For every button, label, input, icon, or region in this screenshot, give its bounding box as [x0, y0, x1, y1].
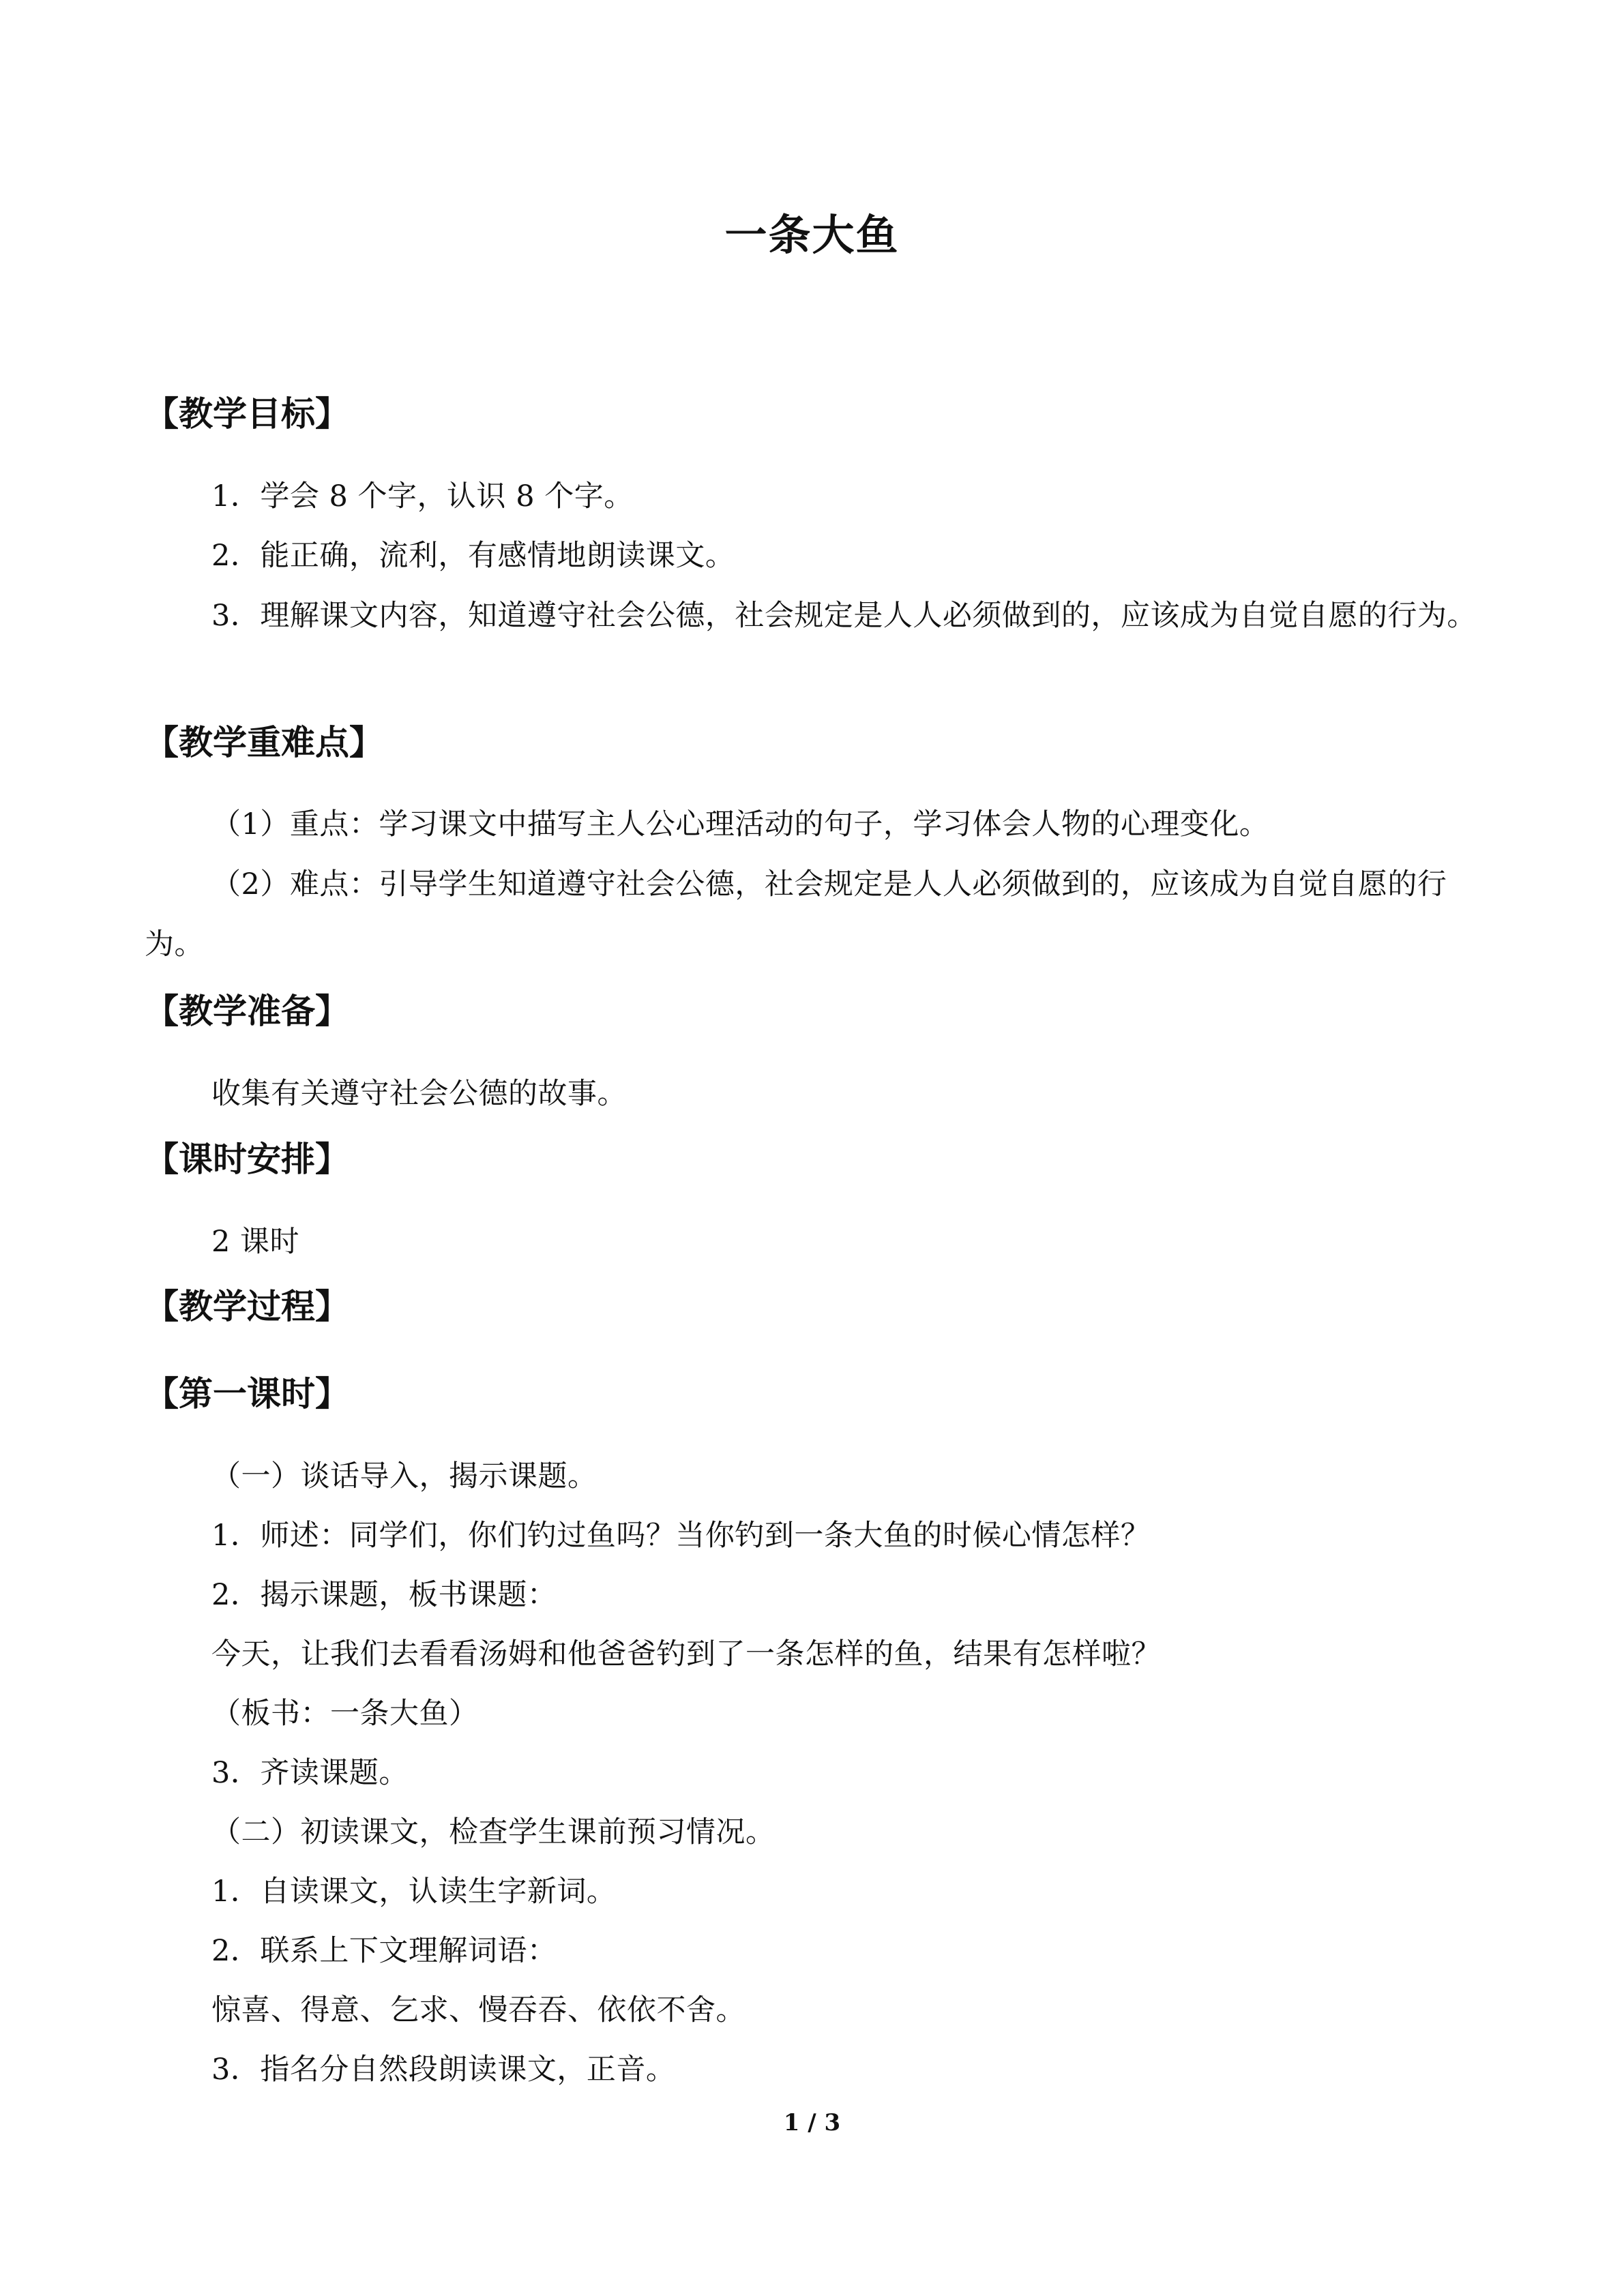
heading-process: 【教学过程】: [145, 1287, 349, 1326]
lesson-line: 惊喜、得意、乞求、慢吞吞、依依不舍。: [211, 1993, 745, 2027]
heading-key-points: 【教学重难点】: [145, 723, 383, 762]
lesson-line: 1．自读课文，认读生字新词。: [211, 1875, 617, 1909]
page-title: 一条大鱼: [724, 210, 900, 260]
lesson-line: 3．齐读课题。: [211, 1756, 409, 1790]
key-point-item: （1）重点：学习课文中描写主人公心理活动的句子，学习体会人物的心理变化。: [211, 807, 1269, 841]
objective-item: 2．能正确，流利，有感情地朗读课文。: [211, 539, 735, 573]
heading-schedule: 【课时安排】: [145, 1139, 349, 1179]
objective-item: 1．学会 8 个字，认识 8 个字。: [211, 479, 634, 513]
preparation-text: 收集有关遵守社会公德的故事。: [211, 1077, 627, 1111]
lesson-line: 2．揭示课题，板书课题：: [211, 1578, 557, 1612]
lesson-line: 3．指名分自然段朗读课文，正音。: [211, 2053, 676, 2087]
lesson-line: 今天，让我们去看看汤姆和他爸爸钓到了一条怎样的鱼，结果有怎样啦？: [211, 1637, 1161, 1671]
heading-objectives: 【教学目标】: [145, 394, 349, 434]
key-point-item: （2）难点：引导学生知道遵守社会公德，社会规定是人人必须做到的，应该成为自觉自愿的行为。: [145, 867, 1447, 961]
page-number: 1 / 3: [783, 2109, 841, 2136]
lesson-line: 1．师述：同学们，你们钓过鱼吗？当你钓到一条大鱼的时候心情怎样？: [211, 1519, 1151, 1553]
lesson-line: 2．联系上下文理解词语：: [211, 1934, 557, 1968]
heading-first-lesson: 【第一课时】: [145, 1374, 349, 1414]
heading-preparation: 【教学准备】: [145, 992, 349, 1031]
lesson-line: （板书：一条大鱼）: [211, 1697, 479, 1731]
lesson-line: （二）初读课文，检查学生课前预习情况。: [211, 1815, 776, 1849]
schedule-text: 2 课时: [211, 1225, 300, 1259]
objective-item: 3．理解课文内容，知道遵守社会公德，社会规定是人人必须做到的，应该成为自觉自愿的行为。: [211, 599, 1477, 633]
lesson-line: （一）谈话导入，揭示课题。: [211, 1459, 597, 1493]
